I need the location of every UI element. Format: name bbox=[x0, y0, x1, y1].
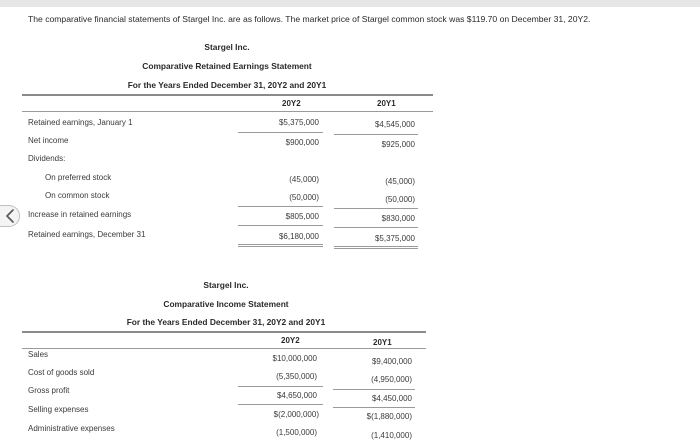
is-statement-period: For the Years Ended December 31, 20Y2 and 20Y1 bbox=[126, 317, 326, 327]
row-label: Selling expenses bbox=[28, 405, 89, 414]
value-20y1: $4,450,000 bbox=[371, 394, 412, 403]
value-20y1: $9,400,000 bbox=[371, 357, 412, 366]
chevron-left-icon bbox=[5, 209, 15, 223]
row-label: Retained earnings, December 31 bbox=[28, 230, 146, 239]
collapse-panel-button[interactable] bbox=[0, 205, 20, 227]
is-rule bbox=[238, 386, 323, 387]
re-rule bbox=[238, 132, 323, 133]
row-label: On common stock bbox=[45, 191, 110, 200]
row-label: Administrative expenses bbox=[28, 424, 115, 433]
is-rule bbox=[238, 404, 323, 405]
value-20y2: $900,000 bbox=[285, 138, 319, 147]
row-label: Dividends: bbox=[28, 154, 66, 163]
re-subheader-rule bbox=[22, 111, 433, 112]
re-total-rule bbox=[238, 244, 323, 245]
value-20y1: (45,000) bbox=[385, 177, 415, 186]
row-label: Sales bbox=[28, 350, 49, 359]
re-col-header-20y1: 20Y1 bbox=[377, 99, 396, 108]
value-20y2: (50,000) bbox=[289, 193, 319, 202]
value-20y1: (50,000) bbox=[385, 195, 415, 204]
value-20y1: $4,545,000 bbox=[374, 120, 415, 129]
row-label: Retained earnings, January 1 bbox=[28, 118, 133, 127]
re-col-header-20y2: 20Y2 bbox=[282, 99, 301, 108]
value-20y2: $10,000,000 bbox=[272, 354, 317, 363]
re-header-rule bbox=[22, 94, 433, 96]
re-total-rule bbox=[238, 246, 323, 247]
is-header-rule bbox=[22, 331, 426, 333]
value-20y1: $830,000 bbox=[381, 214, 415, 223]
re-company-name: Stargel Inc. bbox=[204, 42, 250, 52]
is-statement-title: Comparative Income Statement bbox=[163, 299, 289, 309]
value-20y2: $5,375,000 bbox=[278, 118, 319, 127]
re-rule bbox=[334, 208, 418, 209]
value-20y2: $(2,000,000) bbox=[273, 410, 319, 419]
row-label: On preferred stock bbox=[45, 173, 112, 182]
re-rule bbox=[334, 227, 418, 228]
value-20y1: (4,950,000) bbox=[371, 375, 412, 384]
is-rule bbox=[333, 407, 415, 408]
row-label: Gross profit bbox=[28, 386, 70, 395]
value-20y1: $(1,880,000) bbox=[366, 412, 412, 421]
row-label: Increase in retained earnings bbox=[28, 210, 132, 219]
top-bar bbox=[0, 0, 700, 7]
row-label: Cost of goods sold bbox=[28, 368, 95, 377]
re-total-rule bbox=[334, 246, 418, 247]
is-company-name: Stargel Inc. bbox=[203, 280, 249, 290]
re-statement-title: Comparative Retained Earnings Statement bbox=[142, 61, 312, 71]
value-20y2: (1,500,000) bbox=[276, 428, 317, 437]
re-rule bbox=[334, 134, 418, 135]
re-rule bbox=[238, 206, 323, 207]
re-statement-period: For the Years Ended December 31, 20Y2 and 20Y1 bbox=[127, 80, 327, 90]
is-col-header-20y2: 20Y2 bbox=[281, 336, 300, 345]
value-20y2: $4,650,000 bbox=[276, 391, 317, 400]
value-20y2: $6,180,000 bbox=[278, 232, 319, 241]
value-20y1: $5,375,000 bbox=[374, 234, 415, 243]
is-rule bbox=[333, 389, 415, 390]
is-col-header-20y1: 20Y1 bbox=[373, 338, 392, 347]
value-20y2: $805,000 bbox=[285, 212, 319, 221]
value-20y1: (1,410,000) bbox=[371, 431, 412, 440]
value-20y1: $925,000 bbox=[381, 140, 415, 149]
re-rule bbox=[238, 225, 323, 226]
problem-intro: The comparative financial statements of Stargel Inc. are as follows. The market price of Stargel common stock was $119.70 on December 31, 20Y2. bbox=[28, 14, 591, 24]
value-20y2: (45,000) bbox=[289, 175, 319, 184]
is-subheader-rule bbox=[22, 348, 426, 349]
re-total-rule bbox=[334, 248, 418, 249]
row-label: Net income bbox=[28, 136, 69, 145]
value-20y2: (5,350,000) bbox=[276, 372, 317, 381]
